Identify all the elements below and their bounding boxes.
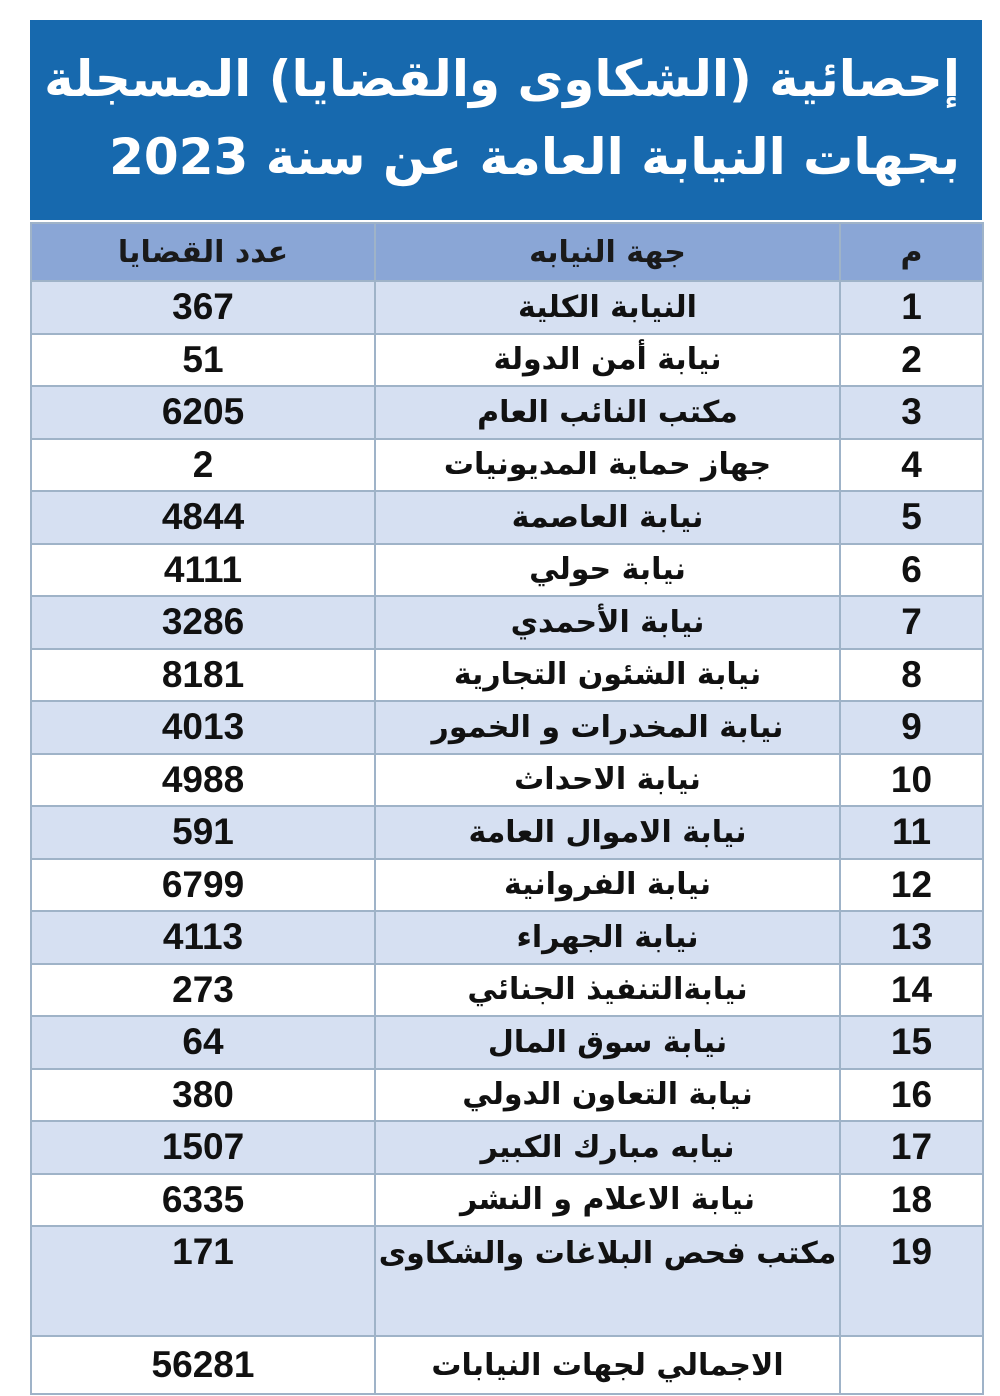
table-row bbox=[31, 754, 983, 807]
row-count: 8181 bbox=[31, 649, 375, 702]
row-count: 273 bbox=[31, 964, 375, 1017]
title-line-1: إحصائية (الشكاوى والقضايا) المسجلة bbox=[44, 50, 960, 108]
row-entity: نيابة المخدرات و الخمور bbox=[375, 701, 840, 754]
header-count: عدد القضايا bbox=[31, 223, 375, 281]
row-count: 591 bbox=[31, 806, 375, 859]
title-banner bbox=[30, 20, 982, 220]
table-row bbox=[31, 386, 983, 439]
title-line-2: بجهات النيابة العامة عن سنة 2023 bbox=[109, 128, 960, 186]
table-row bbox=[31, 859, 983, 912]
row-index: 6 bbox=[840, 544, 983, 597]
row-entity: نيابة الاحداث bbox=[375, 754, 840, 807]
header-entity: جهة النيابه bbox=[375, 223, 840, 281]
table-row bbox=[31, 649, 983, 702]
table-row bbox=[31, 1226, 983, 1336]
row-index: 16 bbox=[840, 1069, 983, 1122]
row-index: 11 bbox=[840, 806, 983, 859]
table-row bbox=[31, 334, 983, 387]
row-index: 1 bbox=[840, 281, 983, 334]
row-count: 1507 bbox=[31, 1121, 375, 1174]
row-count: 3286 bbox=[31, 596, 375, 649]
row-entity: مكتب فحص البلاغات والشكاوى bbox=[375, 1226, 840, 1336]
row-entity: نيابةالتنفيذ الجنائي bbox=[375, 964, 840, 1017]
row-count: 51 bbox=[31, 334, 375, 387]
row-entity: نيابة الشئون التجارية bbox=[375, 649, 840, 702]
row-count: 6799 bbox=[31, 859, 375, 912]
row-index: 15 bbox=[840, 1016, 983, 1069]
row-entity: نيابة الاموال العامة bbox=[375, 806, 840, 859]
row-entity: نيابة التعاون الدولي bbox=[375, 1069, 840, 1122]
row-count: 6205 bbox=[31, 386, 375, 439]
row-count: 4988 bbox=[31, 754, 375, 807]
row-index: 10 bbox=[840, 754, 983, 807]
table-row bbox=[31, 1121, 983, 1174]
row-index: 3 bbox=[840, 386, 983, 439]
table-row bbox=[31, 964, 983, 1017]
table-row bbox=[31, 544, 983, 597]
row-count: 4013 bbox=[31, 701, 375, 754]
row-index: 7 bbox=[840, 596, 983, 649]
row-count: 171 bbox=[31, 1226, 375, 1336]
total-count: 56281 bbox=[31, 1336, 375, 1394]
table-row bbox=[31, 911, 983, 964]
table-row bbox=[31, 1069, 983, 1122]
row-entity: نيابة أمن الدولة bbox=[375, 334, 840, 387]
table-row bbox=[31, 281, 983, 334]
row-entity: نيابة سوق المال bbox=[375, 1016, 840, 1069]
statistics-table bbox=[30, 222, 984, 1395]
row-entity: النيابة الكلية bbox=[375, 281, 840, 334]
row-index: 8 bbox=[840, 649, 983, 702]
table-row bbox=[31, 596, 983, 649]
row-count: 64 bbox=[31, 1016, 375, 1069]
row-entity: نيابة حولي bbox=[375, 544, 840, 597]
table-row bbox=[31, 806, 983, 859]
row-index: 18 bbox=[840, 1174, 983, 1227]
row-count: 2 bbox=[31, 439, 375, 492]
row-index: 17 bbox=[840, 1121, 983, 1174]
table-header-row bbox=[31, 223, 983, 281]
total-label: الاجمالي لجهات النيابات bbox=[375, 1336, 840, 1394]
row-entity: نيابة الفروانية bbox=[375, 859, 840, 912]
table-row bbox=[31, 701, 983, 754]
row-entity: جهاز حماية المديونيات bbox=[375, 439, 840, 492]
table-row bbox=[31, 491, 983, 544]
row-count: 4844 bbox=[31, 491, 375, 544]
header-index: م bbox=[840, 223, 983, 281]
row-count: 4113 bbox=[31, 911, 375, 964]
row-index: 19 bbox=[840, 1226, 983, 1336]
row-entity: نيابة العاصمة bbox=[375, 491, 840, 544]
row-index: 4 bbox=[840, 439, 983, 492]
row-count: 367 bbox=[31, 281, 375, 334]
row-index: 2 bbox=[840, 334, 983, 387]
total-index-cell bbox=[840, 1336, 983, 1394]
row-count: 4111 bbox=[31, 544, 375, 597]
row-index: 12 bbox=[840, 859, 983, 912]
total-row bbox=[31, 1336, 983, 1394]
row-index: 5 bbox=[840, 491, 983, 544]
row-entity: نيابة الجهراء bbox=[375, 911, 840, 964]
row-count: 380 bbox=[31, 1069, 375, 1122]
row-entity: نيابه مبارك الكبير bbox=[375, 1121, 840, 1174]
row-entity: نيابة الاعلام و النشر bbox=[375, 1174, 840, 1227]
row-index: 14 bbox=[840, 964, 983, 1017]
table-row bbox=[31, 1174, 983, 1227]
row-index: 13 bbox=[840, 911, 983, 964]
row-entity: نيابة الأحمدي bbox=[375, 596, 840, 649]
table-row bbox=[31, 1016, 983, 1069]
row-index: 9 bbox=[840, 701, 983, 754]
table-row bbox=[31, 439, 983, 492]
row-entity: مكتب النائب العام bbox=[375, 386, 840, 439]
row-count: 6335 bbox=[31, 1174, 375, 1227]
